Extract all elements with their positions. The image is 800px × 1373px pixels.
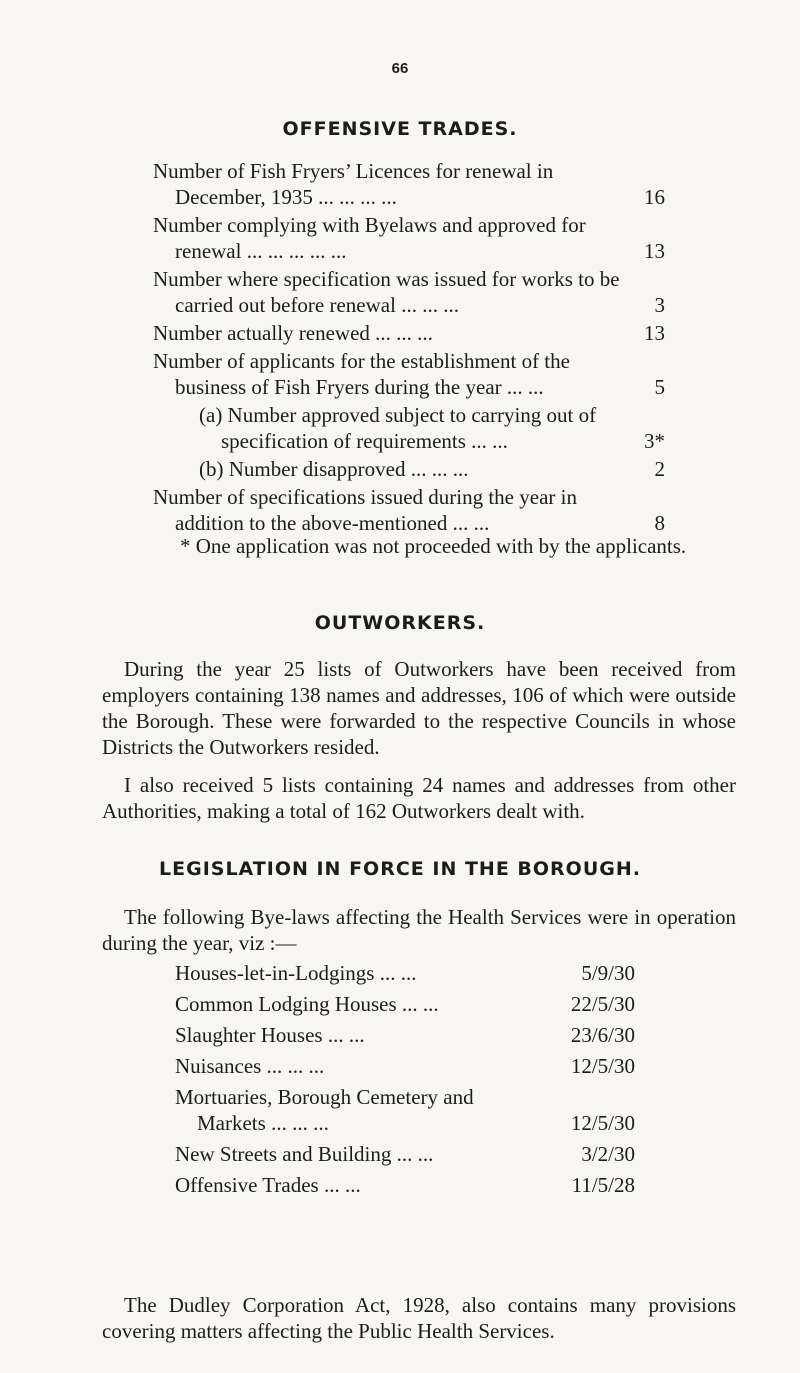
bylaw-name: New Streets and Building ... ... (175, 1142, 434, 1166)
item-value: 13 (644, 321, 665, 345)
item-label: Number of applicants for the establishment of the business of Fish Fryers during the year ... ... (153, 349, 570, 399)
list-item (153, 402, 665, 454)
table-row (175, 1022, 635, 1048)
table-row (175, 1084, 635, 1136)
table-row (175, 991, 635, 1017)
outworkers-paragraph-1: During the year 25 lists of Outworkers have been received from employers containing 138 names and addresses, 106 of which were outside the Borough. These were forwarded to the respective Councils in whose Districts the Outworkers resided. (102, 657, 736, 759)
bylaw-date: 12/5/30 (570, 1111, 635, 1135)
bylaws-table (175, 960, 635, 1203)
item-value: 13 (644, 239, 665, 263)
bylaw-date: 11/5/28 (571, 1173, 635, 1197)
item-value: 8 (654, 511, 665, 535)
bylaw-name: Offensive Trades ... ... (175, 1173, 361, 1197)
list-item (153, 320, 665, 346)
item-label: Number of specifications issued during the year in addition to the above-mentioned ... ... (153, 485, 577, 535)
list-item (153, 212, 665, 264)
item-label: (b) Number disapproved ... ... ... (199, 457, 469, 481)
bylaw-date: 23/6/30 (570, 1023, 635, 1047)
table-row (175, 960, 635, 986)
legislation-closing: The Dudley Corporation Act, 1928, also contains many provisions covering matters affecting the Public Health Services. (102, 1293, 736, 1343)
item-label: Number complying with Byelaws and approved for renewal ... ... ... ... ... (153, 213, 586, 263)
bylaw-name: Mortuaries, Borough Cemetery and Markets ... ... ... (175, 1085, 474, 1135)
bylaw-name: Slaughter Houses ... ... (175, 1023, 365, 1047)
page-number: 66 (391, 60, 409, 77)
item-label: Number where specification was issued for works to be carried out before renewal ... ... ... (153, 267, 620, 317)
bylaw-name: Houses-let-in-Lodgings ... ... (175, 961, 417, 985)
list-item (153, 158, 665, 210)
item-value: 5 (654, 375, 665, 399)
bylaw-date: 22/5/30 (570, 992, 635, 1016)
bylaw-date: 5/9/30 (581, 961, 635, 985)
offensive-trades-list (153, 158, 665, 538)
bylaw-date: 12/5/30 (570, 1054, 635, 1078)
outworkers-paragraph-2: I also received 5 lists containing 24 names and addresses from other Authorities, making a total of 162 Outworkers dealt with. (102, 773, 736, 823)
table-row (175, 1141, 635, 1167)
item-label: Number of Fish Fryers’ Licences for renewal in December, 1935 ... ... ... ... (153, 159, 554, 209)
item-value: 3* (644, 429, 665, 453)
list-item (153, 348, 665, 400)
list-item (153, 456, 665, 482)
outworkers-heading: OUTWORKERS. (314, 612, 486, 634)
item-label: Number actually renewed ... ... ... (153, 321, 433, 345)
bylaw-name: Nuisances ... ... ... (175, 1054, 325, 1078)
list-item (153, 266, 665, 318)
item-value: 3 (654, 293, 665, 317)
footnote: * One application was not proceeded with by the applicants. (180, 534, 687, 558)
item-value: 2 (654, 457, 665, 481)
legislation-intro: The following Bye-laws affecting the Health Services were in operation during the year, viz :— (102, 905, 736, 955)
bylaw-name: Common Lodging Houses ... ... (175, 992, 439, 1016)
table-row (175, 1053, 635, 1079)
item-label: (a) Number approved subject to carrying out of specification of requirements ... ... (199, 403, 597, 453)
offensive-trades-heading: OFFENSIVE TRADES. (282, 118, 518, 140)
legislation-heading: LEGISLATION IN FORCE IN THE BOROUGH. (159, 858, 641, 880)
table-row (175, 1172, 635, 1198)
list-item (153, 484, 665, 536)
bylaw-date: 3/2/30 (581, 1142, 635, 1166)
item-value: 16 (644, 185, 665, 209)
